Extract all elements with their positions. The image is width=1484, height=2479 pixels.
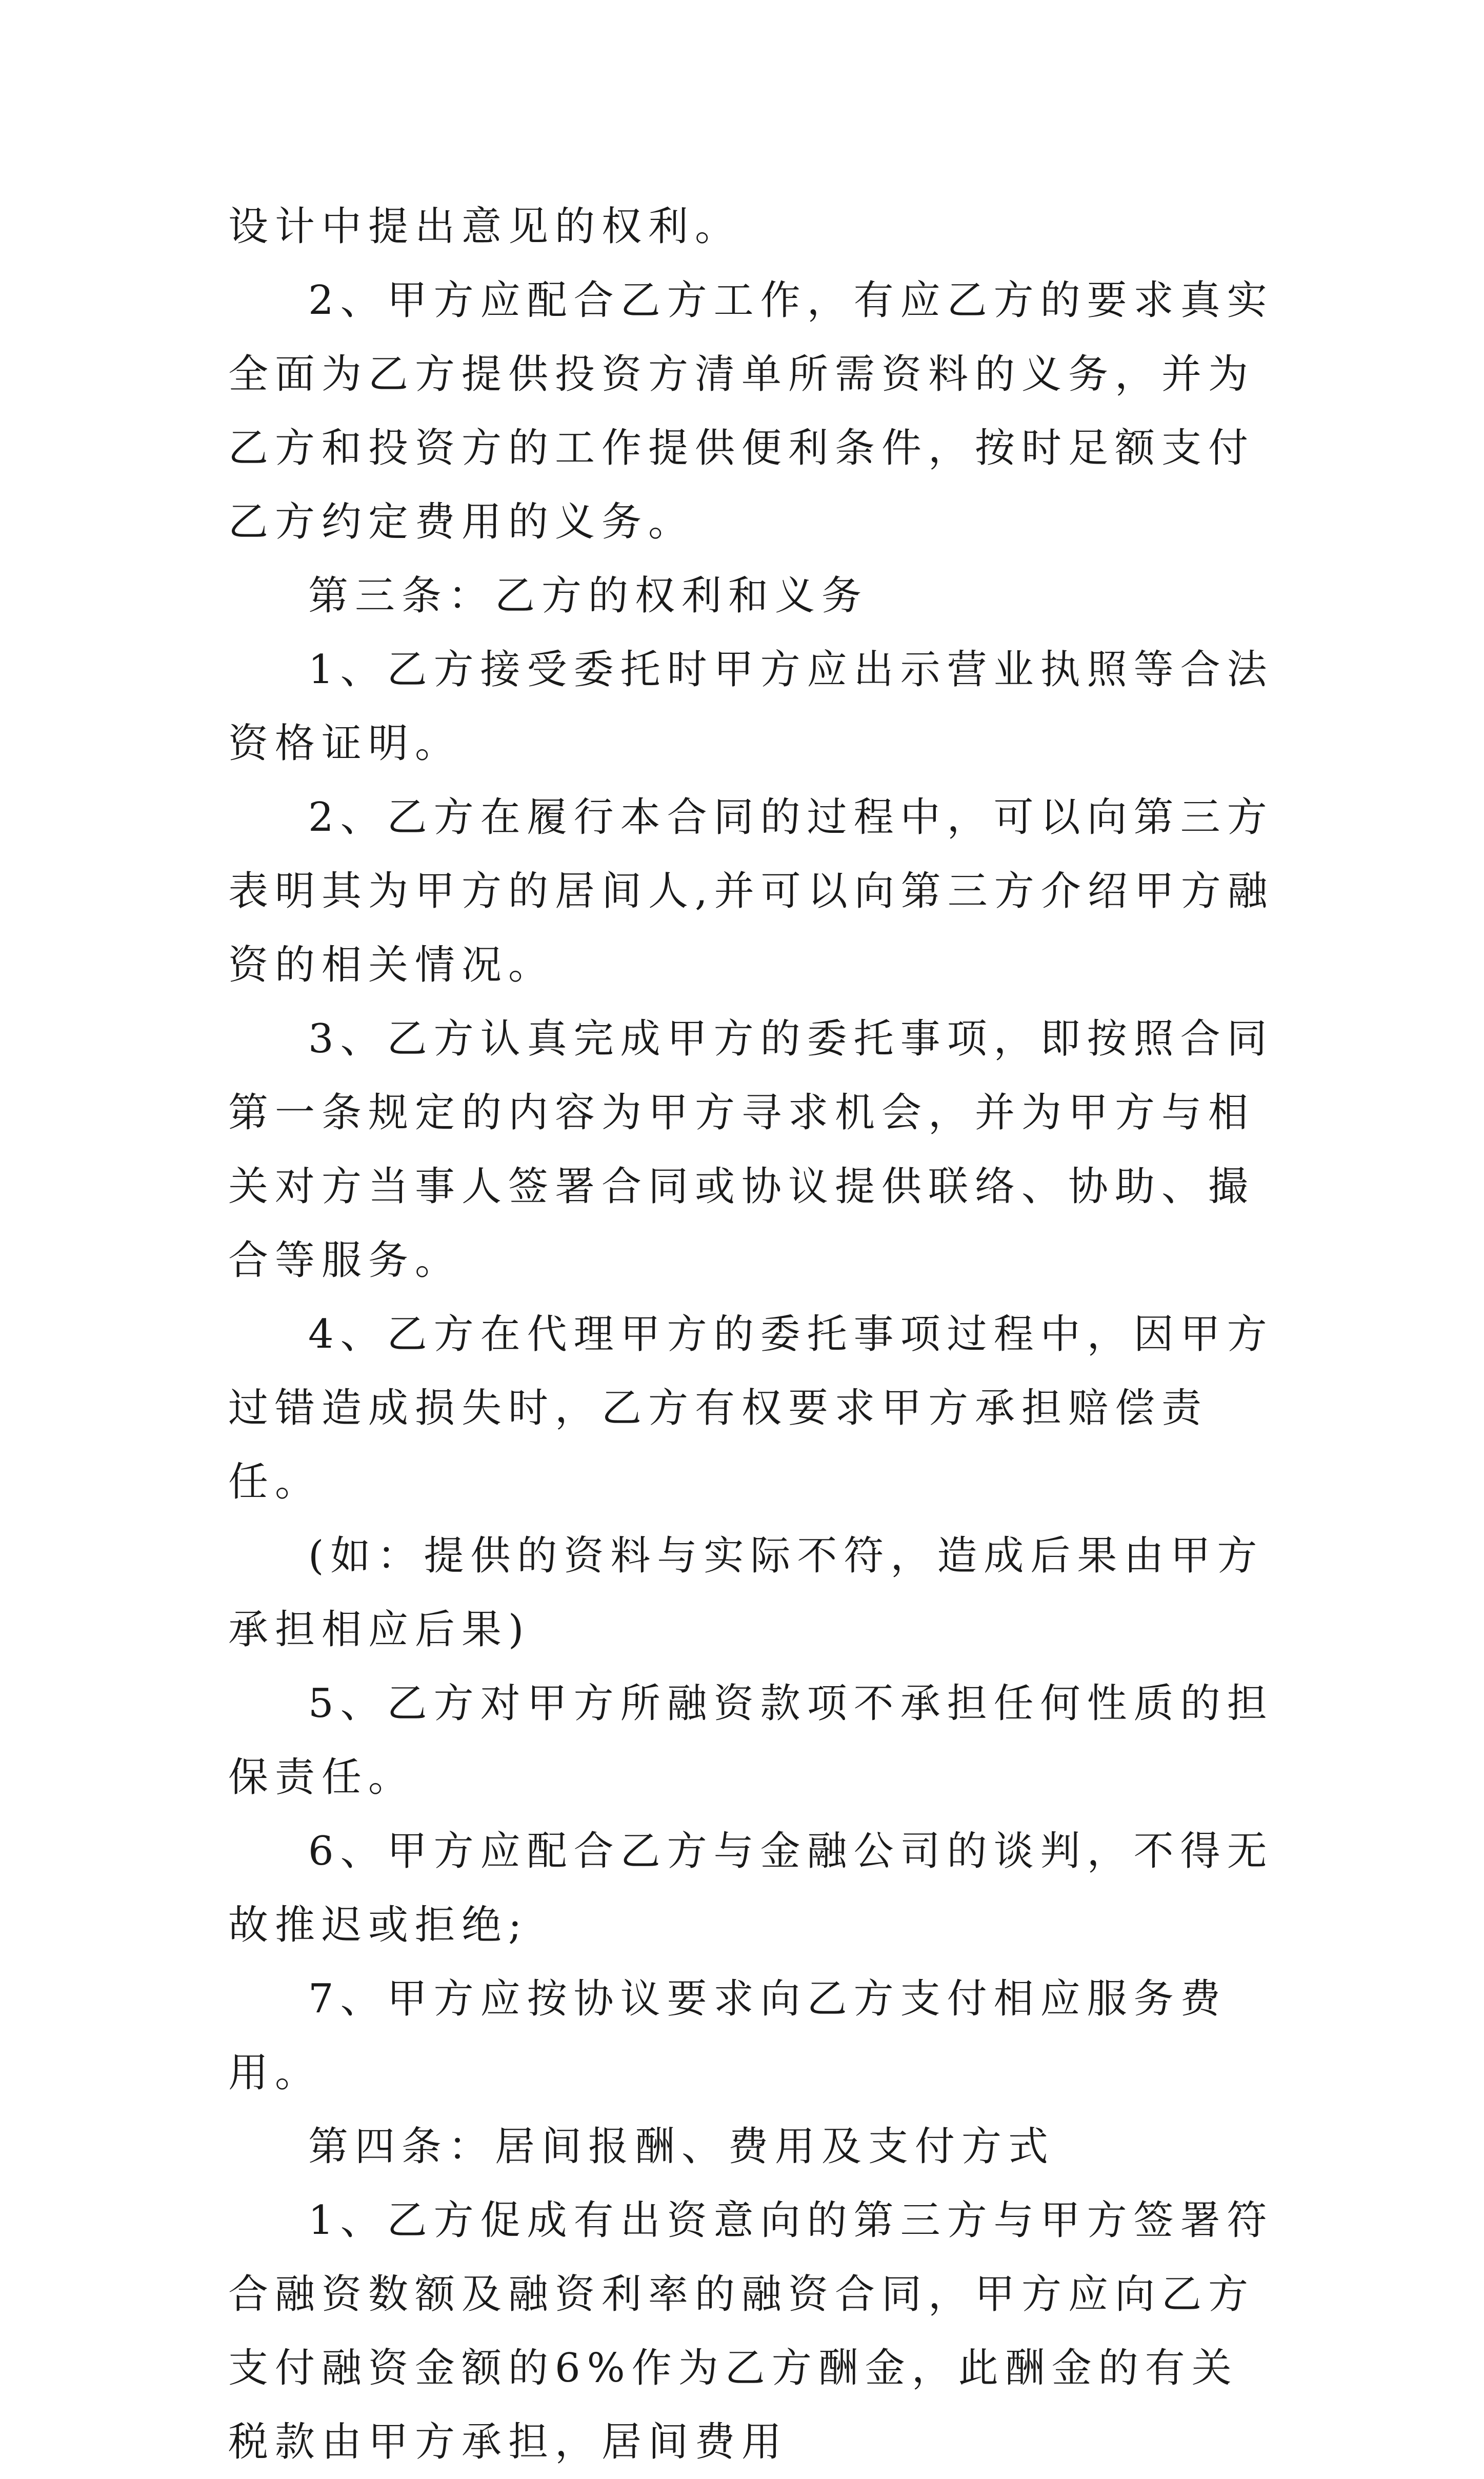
- paragraph: 2、甲方应配合乙方工作，有应乙方的要求真实全面为乙方提供投资方清单所需资料的义务，并为乙方和投资方的工作提供便利条件，按时足额支付乙方约定费用的义务。: [228, 277, 1274, 545]
- paragraph: 7、甲方应按协议要求向乙方支付相应服务费用。: [228, 1976, 1227, 2096]
- paragraph: 6、甲方应配合乙方与金融公司的谈判，不得无故推迟或拒绝;: [228, 1828, 1274, 1948]
- section-heading: 第三条：乙方的权利和义务: [308, 573, 869, 619]
- paragraph: 4、乙方在代理甲方的委托事项过程中，因甲方过错造成损失时，乙方有权要求甲方承担赔偿责任。: [228, 1311, 1274, 1505]
- paragraph: (如：提供的资料与实际不符，造成后果由甲方承担相应后果): [228, 1533, 1264, 1653]
- paragraph: 2、乙方在履行本合同的过程中，可以向第三方表明其为甲方的居间人,并可以向第三方介绍甲方融资的相关情况。: [228, 794, 1274, 988]
- paragraph: 5、乙方对甲方所融资款项不承担任何性质的担保责任。: [228, 1681, 1274, 1801]
- paragraph: 1、乙方接受委托时甲方应出示营业执照等合法资格证明。: [228, 647, 1274, 767]
- section-heading: 第四条：居间报酬、费用及支付方式: [308, 2124, 1055, 2170]
- paragraph: 1、乙方促成有出资意向的第三方与甲方签署符合融资数额及融资利率的融资合同，甲方应向乙方支付融资金额的6%作为乙方酬金，此酬金的有关税款由甲方承担，居间费用: [228, 2197, 1274, 2465]
- document-body: [228, 190, 1279, 2479]
- paragraph: 设计中提出意见的权利。: [228, 204, 742, 250]
- paragraph: 3、乙方认真完成甲方的委托事项，即按照合同第一条规定的内容为甲方寻求机会，并为甲方与相关对方当事人签署合同或协议提供联络、协助、撮合等服务。: [228, 1016, 1274, 1284]
